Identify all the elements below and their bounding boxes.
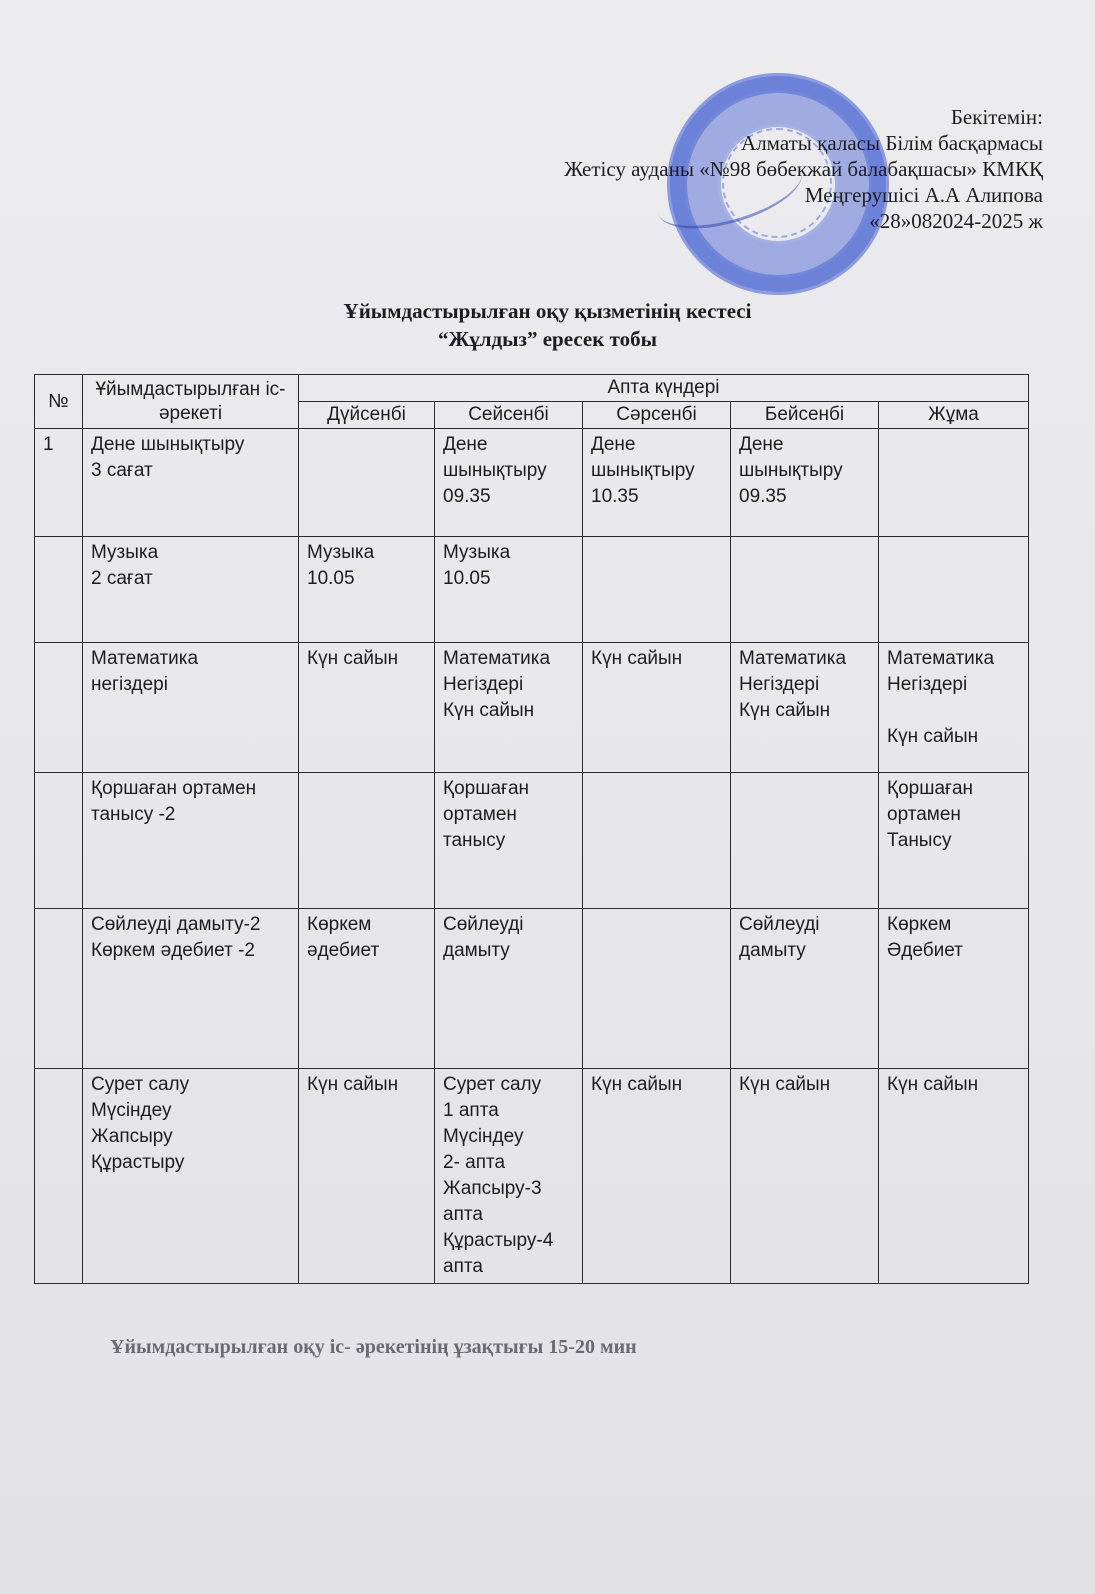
cell-line: Күн сайын (887, 726, 979, 747)
footer-note: Ұйымдастырылған оқу іс- әрекетінің ұзақтығы 15-20 мин (110, 1336, 637, 1358)
cell-line: Сөйлеуді (443, 914, 524, 935)
cell-line: Дене (739, 434, 784, 455)
cell-line: Күн сайын (307, 648, 399, 669)
schedule-cell (435, 909, 583, 1069)
schedule-cell (731, 643, 879, 773)
row-number (35, 909, 83, 1069)
table-row (35, 429, 1029, 537)
schedule-cell (299, 643, 435, 773)
schedule-cell (299, 429, 435, 537)
cell-line: Музыка (443, 542, 511, 563)
row-number (35, 1069, 83, 1284)
cell-line: Негіздері (443, 674, 524, 695)
activity-line: Дене шынықтыру (91, 434, 245, 455)
schedule-cell (731, 429, 879, 537)
cell-line: Мүсіндеу (443, 1126, 524, 1147)
schedule-cell (583, 773, 731, 909)
cell-line: Математика (739, 648, 847, 669)
header-day-1: Сейсенбі (435, 402, 583, 429)
cell-line: Күн сайын (739, 700, 831, 721)
schedule-cell (879, 909, 1029, 1069)
activity-cell (83, 1069, 299, 1284)
schedule-cell (583, 429, 731, 537)
activity-line: Құрастыру (91, 1152, 185, 1173)
schedule-cell (879, 643, 1029, 773)
activity-line: негіздері (91, 674, 168, 695)
cell-line: Күн сайын (591, 1074, 683, 1095)
schedule-cell (583, 643, 731, 773)
table-row (35, 773, 1029, 909)
approval-line-2: Алматы қаласы Білім басқармасы (741, 131, 1043, 155)
cell-line: 1 апта (443, 1100, 499, 1121)
cell-line: Негіздері (739, 674, 820, 695)
activity-line: 2 сағат (91, 568, 153, 589)
activity-line: Мүсіндеу (91, 1100, 172, 1121)
activity-line: Сурет салу (91, 1074, 190, 1095)
activity-line: 3 сағат (91, 460, 153, 481)
header-day-4: Жұма (879, 402, 1029, 429)
schedule-cell (731, 537, 879, 643)
cell-line: 10.05 (307, 568, 355, 589)
cell-line: шынықтыру (591, 460, 695, 481)
cell-line: дамыту (443, 940, 510, 961)
table-row (35, 1069, 1029, 1284)
activity-line: Сөйлеуді дамыту-2 (91, 914, 261, 935)
activity-cell (83, 537, 299, 643)
cell-line: танысу (443, 830, 506, 851)
schedule-cell (435, 429, 583, 537)
activity-line: Жапсыру (91, 1126, 173, 1147)
header-day-2: Сәрсенбі (583, 402, 731, 429)
schedule-cell (299, 537, 435, 643)
schedule-cell (583, 909, 731, 1069)
schedule-cell (299, 773, 435, 909)
cell-line: Танысу (887, 830, 952, 851)
cell-line: шынықтыру (443, 460, 547, 481)
schedule-cell (435, 1069, 583, 1284)
cell-line: Дене (591, 434, 636, 455)
cell-line: Күн сайын (443, 700, 535, 721)
schedule-cell (731, 909, 879, 1069)
schedule-cell (299, 909, 435, 1069)
cell-line: апта (443, 1204, 483, 1225)
activity-line: Қоршаған ортамен (91, 778, 257, 799)
activity-line: танысу -2 (91, 804, 176, 825)
schedule-cell (879, 429, 1029, 537)
schedule-cell (583, 1069, 731, 1284)
document-title (0, 297, 1095, 353)
row-number (35, 537, 83, 643)
cell-line: Сурет салу (443, 1074, 542, 1095)
header-day-0: Дүйсенбі (299, 402, 435, 429)
cell-line: Математика (443, 648, 551, 669)
cell-line: Жапсыру-3 (443, 1178, 542, 1199)
schedule-cell (435, 773, 583, 909)
activity-line: Математика (91, 648, 199, 669)
cell-line: Көркем (887, 914, 952, 935)
activity-line: Музыка (91, 542, 159, 563)
cell-line: Әдебиет (887, 940, 963, 961)
cell-line: ортамен (443, 804, 517, 825)
header-number: № (35, 375, 83, 429)
row-number: 1 (35, 429, 83, 537)
schedule-cell (435, 537, 583, 643)
date-year: 2024-2025 ж (932, 209, 1043, 233)
title-line-2: “Жұлдыз” ересек тобы (437, 327, 657, 351)
approval-date: «28»082024-2025 ж (869, 209, 1043, 233)
approval-line-4: Меңгерушісі А.А Алипова (804, 183, 1043, 207)
cell-line: Күн сайын (739, 1074, 831, 1095)
header-week-days: Апта күндері (299, 375, 1029, 402)
approval-line-3: Жетісу ауданы «№98 бөбекжай балабақшасы» КМКҚ (564, 157, 1043, 181)
cell-line: Қоршаған (443, 778, 530, 799)
header-day-3: Бейсенбі (731, 402, 879, 429)
schedule-cell (731, 1069, 879, 1284)
schedule-cell (583, 537, 731, 643)
row-number (35, 773, 83, 909)
cell-line: Негіздері (887, 674, 968, 695)
cell-line: 10.05 (443, 568, 491, 589)
cell-line: Математика (887, 648, 995, 669)
cell-line: дамыту (739, 940, 806, 961)
title-line-1: Ұйымдастырылған оқу қызметінің кестесі (343, 299, 752, 323)
cell-line: 09.35 (739, 486, 787, 507)
cell-line: Қоршаған (887, 778, 974, 799)
schedule-cell (731, 773, 879, 909)
cell-line: Музыка (307, 542, 375, 563)
schedule-cell (879, 537, 1029, 643)
row-number (35, 643, 83, 773)
cell-line: апта (443, 1256, 483, 1277)
date-day: 28 (879, 209, 901, 233)
table-row (35, 909, 1029, 1069)
schedule-cell (299, 1069, 435, 1284)
table-row (35, 537, 1029, 643)
date-month: 08 (911, 209, 933, 233)
cell-line: Күн сайын (591, 648, 683, 669)
cell-line: 09.35 (443, 486, 491, 507)
cell-line: Дене (443, 434, 488, 455)
schedule-cell (435, 643, 583, 773)
cell-line: Күн сайын (307, 1074, 399, 1095)
cell-line: 10.35 (591, 486, 639, 507)
activity-cell (83, 429, 299, 537)
activity-cell (83, 773, 299, 909)
schedule-table (34, 374, 1029, 1284)
table-row (35, 643, 1029, 773)
approval-block (564, 104, 1043, 234)
activity-cell (83, 643, 299, 773)
cell-line: Құрастыру-4 (443, 1230, 554, 1251)
approval-line-1: Бекітемін: (950, 105, 1043, 129)
schedule-cell (879, 1069, 1029, 1284)
activity-cell (83, 909, 299, 1069)
cell-line (887, 698, 1020, 724)
header-activity: Ұйымдастырылған іс-әрекеті (83, 375, 299, 429)
cell-line: әдебиет (307, 940, 380, 961)
cell-line: 2- апта (443, 1152, 506, 1173)
cell-line: шынықтыру (739, 460, 843, 481)
cell-line: Күн сайын (887, 1074, 979, 1095)
cell-line: Сөйлеуді (739, 914, 820, 935)
cell-line: ортамен (887, 804, 961, 825)
schedule-cell (879, 773, 1029, 909)
activity-line: Көркем әдебиет -2 (91, 940, 255, 961)
cell-line: Көркем (307, 914, 372, 935)
